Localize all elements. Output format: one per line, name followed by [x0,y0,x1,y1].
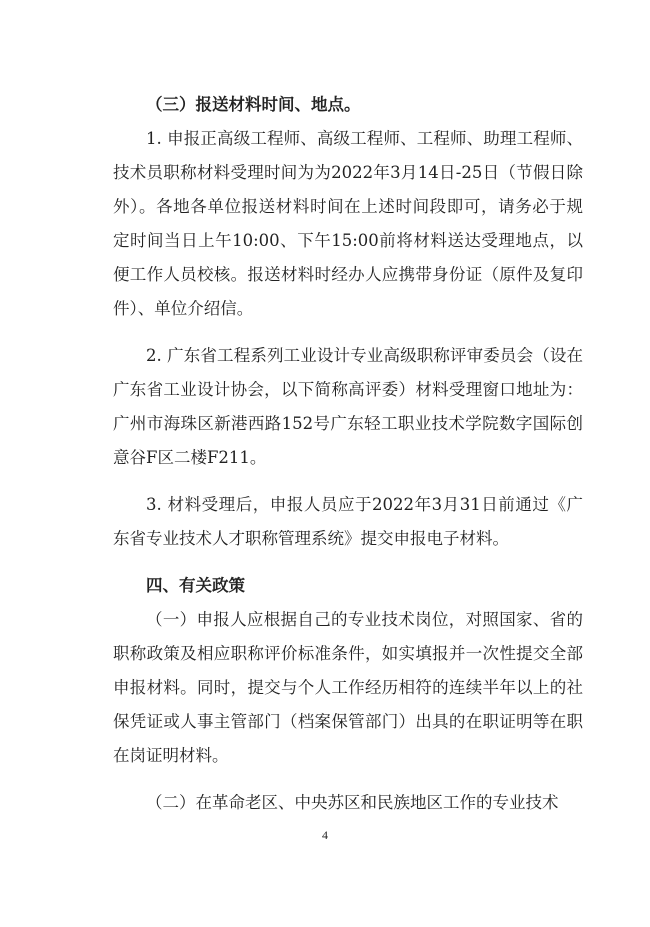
paragraph-3: 3. 材料受理后，申报人员应于2022年3月31日前通过《广东省专业技术人才职称管理系统》提交申报电子材料。 [113,495,583,548]
section-4-heading: 四、有关政策 [146,576,245,595]
page-number: 4 [322,828,328,842]
section-3-heading: （三）报送材料时间、地点。 [146,95,361,114]
paragraph-5: （二）在革命老区、中央苏区和民族地区工作的专业技术 [146,793,559,812]
paragraph-4: （一）申报人应根据自己的专业技术岗位，对照国家、省的职称政策及相应职称评价标准条件，如实填报并一次性提交全部申报材料。同时，提交与个人工作经历相符的连续半年以上的社保凭证或人事主管部门（档案保管部门）出具的在职证明等在职在岗证明材料。 [113,610,583,765]
paragraph-2: 2. 广东省工程系列工业设计专业高级职称评审委员会（设在广东省工业设计协会，以下简称高评委）材料受理窗口地址为：广州市海珠区新港西路152号广东轻工职业技术学院数字国际创意谷F区二楼F211。 [113,346,583,467]
paragraph-1: 1. 申报正高级工程师、高级工程师、工程师、助理工程师、技术员职称材料受理时间为为2022年3月14日-25日（节假日除外）。各地各单位报送材料时间在上述时间段即可，请务必于规定时间当日上午10:00、下午15:00前将材料送达受理地点，以便工作人员校核。报送材料时经办人应携带身份证（原件及复印件）、单位介绍信。 [113,129,583,318]
document-body [113,88,583,820]
